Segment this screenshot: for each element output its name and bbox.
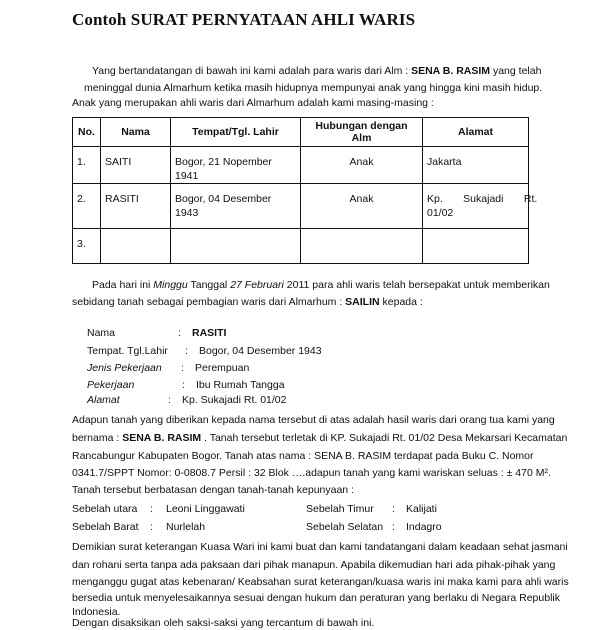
land-text-b: . Tanah tersebut terletak di KP. Sukajadi Rt. 01/02 Desa Mekarsari Kecamatan (201, 432, 568, 444)
cell-alamat (423, 229, 529, 264)
recipient-alamat-value: Kp. Sukajadi Rt. 01/02 (182, 394, 287, 406)
border-selatan-sep: : (392, 521, 395, 533)
land-text-a: bernama : (72, 432, 123, 444)
border-barat-value: Nurlelah (166, 521, 206, 533)
border-timur-sep: : (392, 503, 395, 515)
cell-hubungan (301, 229, 423, 264)
border-barat-label: Sebelah Barat (72, 521, 139, 533)
border-utara-label: Sebelah utara (72, 503, 138, 515)
cell-no: 2. (73, 184, 101, 229)
border-timur-label: Sebelah Timur (306, 503, 374, 515)
closing-line-1: Demikian surat keterangan Kuasa Wari ini kami buat dan kami tandatangani dalam keadaan sehat jasmani (72, 541, 568, 553)
recipient-nama-sep: : (178, 327, 181, 339)
land-line-3: Rancabungur Kabupaten Bogor. Tanah atas nama : SENA B. RASIM terdapat pada Buku C. Nomor (72, 450, 534, 462)
land-line-4: 0341.7/SPPT Nomor: 0-0808.7 Persil : 32 Blok ….adapun tanah yang kami wariskan seluas : ± 470 M². (72, 467, 551, 479)
agreement-text-b: Tanggal (187, 279, 231, 291)
closing-line-4: bersedia untuk menyelesaikannya sesuai dengan hukum dan peraturan yang berlaku di Negara Republik (72, 592, 560, 604)
deceased-name: SENA B. RASIM (411, 65, 491, 77)
header-ttl: Tempat/Tgl. Lahir (171, 118, 301, 147)
recipient-ttl-value: Bogor, 04 Desember 1943 (199, 345, 322, 357)
agreement-line-1 (92, 278, 550, 292)
intro-text-a: Yang bertandatangan di bawah ini kami adalah para waris dari Alm : (92, 65, 412, 77)
agreement-day: Minggu (153, 279, 188, 291)
recipient-nama-label: Nama (87, 327, 116, 339)
table-row (73, 147, 529, 184)
agreement-date: 27 Februari (230, 279, 284, 291)
table-row (73, 229, 529, 264)
cell-alamat-line-1: Jakarta (427, 156, 462, 168)
recipient-jenis-sep: : (181, 362, 184, 374)
cell-no: 1. (73, 147, 101, 184)
closing-line-2: dan rohani serta tanpa ada paksaan dari pihak manapun. Apabila dikemudian hari ada pihak-pihak yang (72, 559, 556, 571)
cell-alamat-line-1: Kp. Sukajadi Rt. (427, 193, 538, 205)
header-hubungan: Hubungan dengan Alm (301, 118, 423, 147)
closing-line-3: menganggu gugat atas kebenaran/ Keabsahan surat keterangan/kuasa waris ini maka kami para ahli waris (72, 576, 569, 588)
recipient-alamat-label: Alamat (87, 394, 120, 406)
recipient-pekerjaan-label: Pekerjaan (87, 379, 135, 391)
land-line-1: Adapun tanah yang diberikan kepada nama tersebut di atas adalah hasil waris dari orang tua kami yang (72, 414, 555, 426)
recipient-jenis-value: Perempuan (195, 362, 250, 374)
land-line-2 (72, 431, 567, 445)
border-utara-value: Leoni Linggawati (166, 503, 245, 515)
agreement-text-a: Pada hari ini (92, 279, 154, 291)
closing-line-6: Dengan disaksikan oleh saksi-saksi yang tercantum di bawah ini. (72, 617, 375, 629)
cell-alamat-line-2: 01/02 (427, 207, 454, 219)
border-utara-sep: : (150, 503, 153, 515)
cell-ttl (171, 229, 301, 264)
agreement-line-2 (72, 295, 423, 309)
recipient-alamat-sep: : (168, 394, 171, 406)
cell-no: 3. (73, 229, 101, 264)
agreement-text-e: kepada : (379, 296, 423, 308)
closing-line-5: Indonesia. (72, 606, 121, 618)
table-header-row (73, 118, 529, 147)
intro-text-b: yang telah (490, 65, 542, 77)
cell-ttl: Bogor, 04 Desember 1943 (171, 184, 301, 229)
cell-nama (101, 229, 171, 264)
table-row (73, 184, 529, 229)
header-alamat: Alamat (423, 118, 529, 147)
agreement-text-d: sebidang tanah sebagai pembagian waris dari Almarhum : (72, 296, 346, 308)
almarhum-name: SAILIN (345, 296, 380, 308)
recipient-pekerjaan-value: Ibu Rumah Tangga (196, 379, 285, 391)
header-no: No. (73, 118, 101, 147)
agreement-text-c: 2011 para ahli waris telah bersepakat untuk memberikan (283, 279, 550, 291)
cell-alamat (423, 184, 538, 229)
recipient-pekerjaan-sep: : (182, 379, 185, 391)
cell-nama: SAITI (101, 147, 171, 184)
cell-nama: RASITI (101, 184, 171, 229)
border-timur-value: Kalijati (406, 503, 437, 515)
recipient-ttl-sep: : (185, 345, 188, 357)
land-owner-name: SENA B. RASIM (122, 432, 202, 444)
document-title: Contoh SURAT PERNYATAAN AHLI WARIS (72, 10, 416, 29)
land-line-5: Tanah tersebut berbatasan dengan tanah-tanah kepunyaan : (72, 484, 354, 496)
intro-line-2: meninggal dunia Almarhum ketika masih hidupnya mempunyai anak yang hingga kini masih hidup. (84, 82, 543, 94)
recipient-jenis-label: Jenis Pekerjaan (87, 362, 162, 374)
cell-hubungan: Anak (301, 184, 423, 229)
cell-hubungan: Anak (301, 147, 423, 184)
border-selatan-value: Indagro (406, 521, 442, 533)
header-nama: Nama (101, 118, 171, 147)
cell-ttl: Bogor, 21 Nopember 1941 (171, 147, 301, 184)
cell-alamat (423, 147, 529, 184)
intro-line-1 (92, 64, 541, 78)
recipient-nama-value: RASITI (192, 327, 227, 339)
recipient-ttl-label: Tempat. Tgl.Lahir (87, 345, 168, 357)
border-selatan-label: Sebelah Selatan (306, 521, 384, 533)
border-barat-sep: : (150, 521, 153, 533)
heirs-table (72, 117, 538, 264)
intro-line-3: Anak yang merupakan ahli waris dari Almarhum adalah kami masing-masing : (72, 97, 434, 109)
